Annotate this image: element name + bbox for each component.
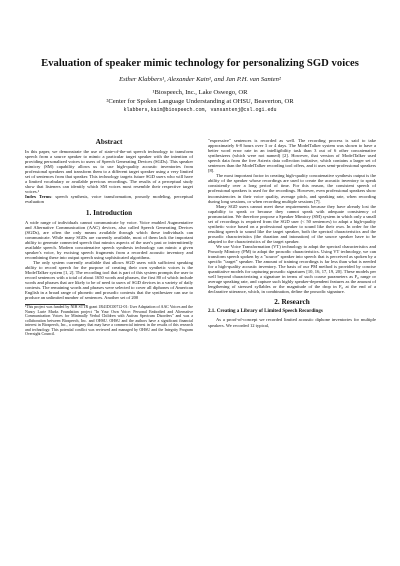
footnote-funding: ¹This project was funded by NIH STTR grant 1R41DC00712-01: User Adaptation of AAC Voices and the Nancy Lurie Marks Foundation project "In Your Own Voice: Personal Embodied and Alternative Communication Voices for Minimally Verbal Children with Autism Spectrum Disorders" and was a collaboration between Biospeech, Inc. and OHSU. OHSU and the authors have a significant financial interest in Biospeech, Inc., a company that may have a commercial interest in the results of this research and technology. This potential conflict was reviewed and managed by OHSU and the Integrity Program Oversight Council. [25, 304, 193, 337]
body-paragraph-2: The most important factor in creating high-quality concatenative synthesis output is the ability of the speaker whose recordings are used to create the acoustic inventory to speak consistently over a long period of time. For this reason, the consistent speech of professional speakers is used for the recordings. However, even professional speakers show inconsistencies in their voice quality, average pitch, and speaking rate, when recording during long sessions, or when recording multiple sessions [7]. [208, 173, 376, 204]
index-terms-label: Index Terms [25, 194, 52, 200]
subsection-2-1-heading: 2.1. Creating a Library of Limited Speech Recordings [208, 309, 323, 315]
introduction-heading: 1. Introduction [85, 208, 133, 217]
abstract-heading: Abstract [95, 138, 123, 146]
left-column [25, 138, 193, 337]
author-list: Esther Klabbers¹, Alexander Kain¹, and Jan P.H. van Santen² [119, 76, 281, 83]
abstract-text: In this paper, we demonstrate the use of state-of-the-art speech technology to transform speech from a source speaker to mimic a particular target speaker with the intention of providing personalized voices to users of Speech Generating Devices (SGDs). This speaker mimicry (SM) capability allows us to use high-quality acoustic inventories from professional speakers and transform them to a different target speaker using a very limited set of sentences from that speaker. This technology targets future SGD users who will have a limited vocabulary or available previous recordings. The results of a perceptual study show that listeners can identify which SM voices most resemble their respective target voices.¹ [25, 149, 193, 195]
body-paragraph-5: As a proof-of-concept we recorded limited acoustic diphone inventories for multiple speakers. We recorded 12 typical, [208, 317, 376, 328]
author-emails: klabbers,kain@biospeech.com, vansantenj@csl.ogi.edu [123, 107, 277, 113]
research-heading: 2. Research [274, 298, 310, 307]
intro-paragraph-1: A wide range of individuals cannot communicate by voice. Voice enabled Augmentative and Alternative Communication (AAC) devices, also called Speech Generating Devices (SGDs), are often the only means available through which these individuals can communicate. While many SGDs are currently available, most of them lack the important ability to generate connected speech that mimics aspects of the user's past or intermittently available speech. Modern concatenative speech synthesis technology can mimic a given speaker's voice, by excising speech fragments from a recorded acoustic inventory and recombining these into output speech using sophisticated algorithms. [25, 219, 193, 260]
affiliation-1: ¹Biospeech, Inc., Lake Oswego, OR [152, 89, 248, 96]
index-terms-text: : speech synthesis, voice transformation, prosody modeling, perceptual evaluation [25, 194, 193, 205]
index-terms [25, 194, 193, 204]
body-paragraph-1: "expressive" sentences is recorded as well. The recording process is said to take approximately 6-8 hours over 3 or 4 days. The ModelTalker system was shown to have a better word error rate in an intelligibility task than 3 out of 6 other concatenative synthesizers (which were not named) [2]. However, that version of ModelTalker used speech data from the free Asterix data collection initiative, which contains a larger set of sentences than the ModelTalker recording tool offers, and it uses semi-professional speakers [8]. [208, 138, 376, 174]
body-paragraph-3: Many SGD users cannot meet these requirements because they have already lost the capability to speak or because they cannot speak with adequate consistency of pronunciation. We therefore propose a Speaker Mimicry (SM) system in which only a small set of recordings is required from the SGD user (< 50 sentences) to adapt a high-quality synthetic voice based on a professional speaker to sound like their own. In order for the resulting speech to sound like the target speaker, both the spectral characteristics and the prosodic characteristics (the duration and intonation) of the source speaker have to be adapted to the characteristics of the target speaker. [208, 203, 376, 244]
affiliation-2: ²Center for Spoken Language Understanding at OHSU, Beaverton, OR [106, 98, 294, 105]
intro-paragraph-2: The only system currently available that allows SGD users with sufficient speaking ability to record speech for the purpose of creating their own synthetic voices is the ModelTalker system [1, 2]. The recording tool that is part of this system prompts the user to record sentences with a total of about 1650 words and phrases, the first 80 of which include words and phrases that are likely to be of need to users of SGD devices in a variety of daily contexts. The remaining words and phrases were selected to cover all diphones of American English in a broad range of phonetic and prosodic contexts that the synthesizer can use to produce an unlimited number of sentences. Another set of 200 [25, 259, 193, 301]
right-column [208, 138, 376, 328]
paper-title: Evaluation of speaker mimic technology for personalizing SGD voices [41, 58, 359, 69]
body-paragraph-4: We use Voice Transformation (VT) technology to adapt the spectral characteristics and Prosody Mimicry (PM) to adapt the prosodic characteristics. Using VT technology, we can transform speech spoken by a "source" speaker into speech that is perceived as spoken by a specific "target" speaker. The amount of training recordings is far less than what is needed for a high-quality acoustic inventory. The basis of our PM method is provided by concise quantitative models for capturing prosodic signatures [10, 16, 17, 19, 20]. These models per well beyond characterizing a signature in terms of such coarse parameters as F₀ range or average speaking rate, and capture such highly speaker-dependent features as the amount of lengthening of stressed syllables or the magnitude of the drop in F₀ at the end of a declarative utterance, which, in combination, define the prosodic signature. [208, 243, 376, 295]
